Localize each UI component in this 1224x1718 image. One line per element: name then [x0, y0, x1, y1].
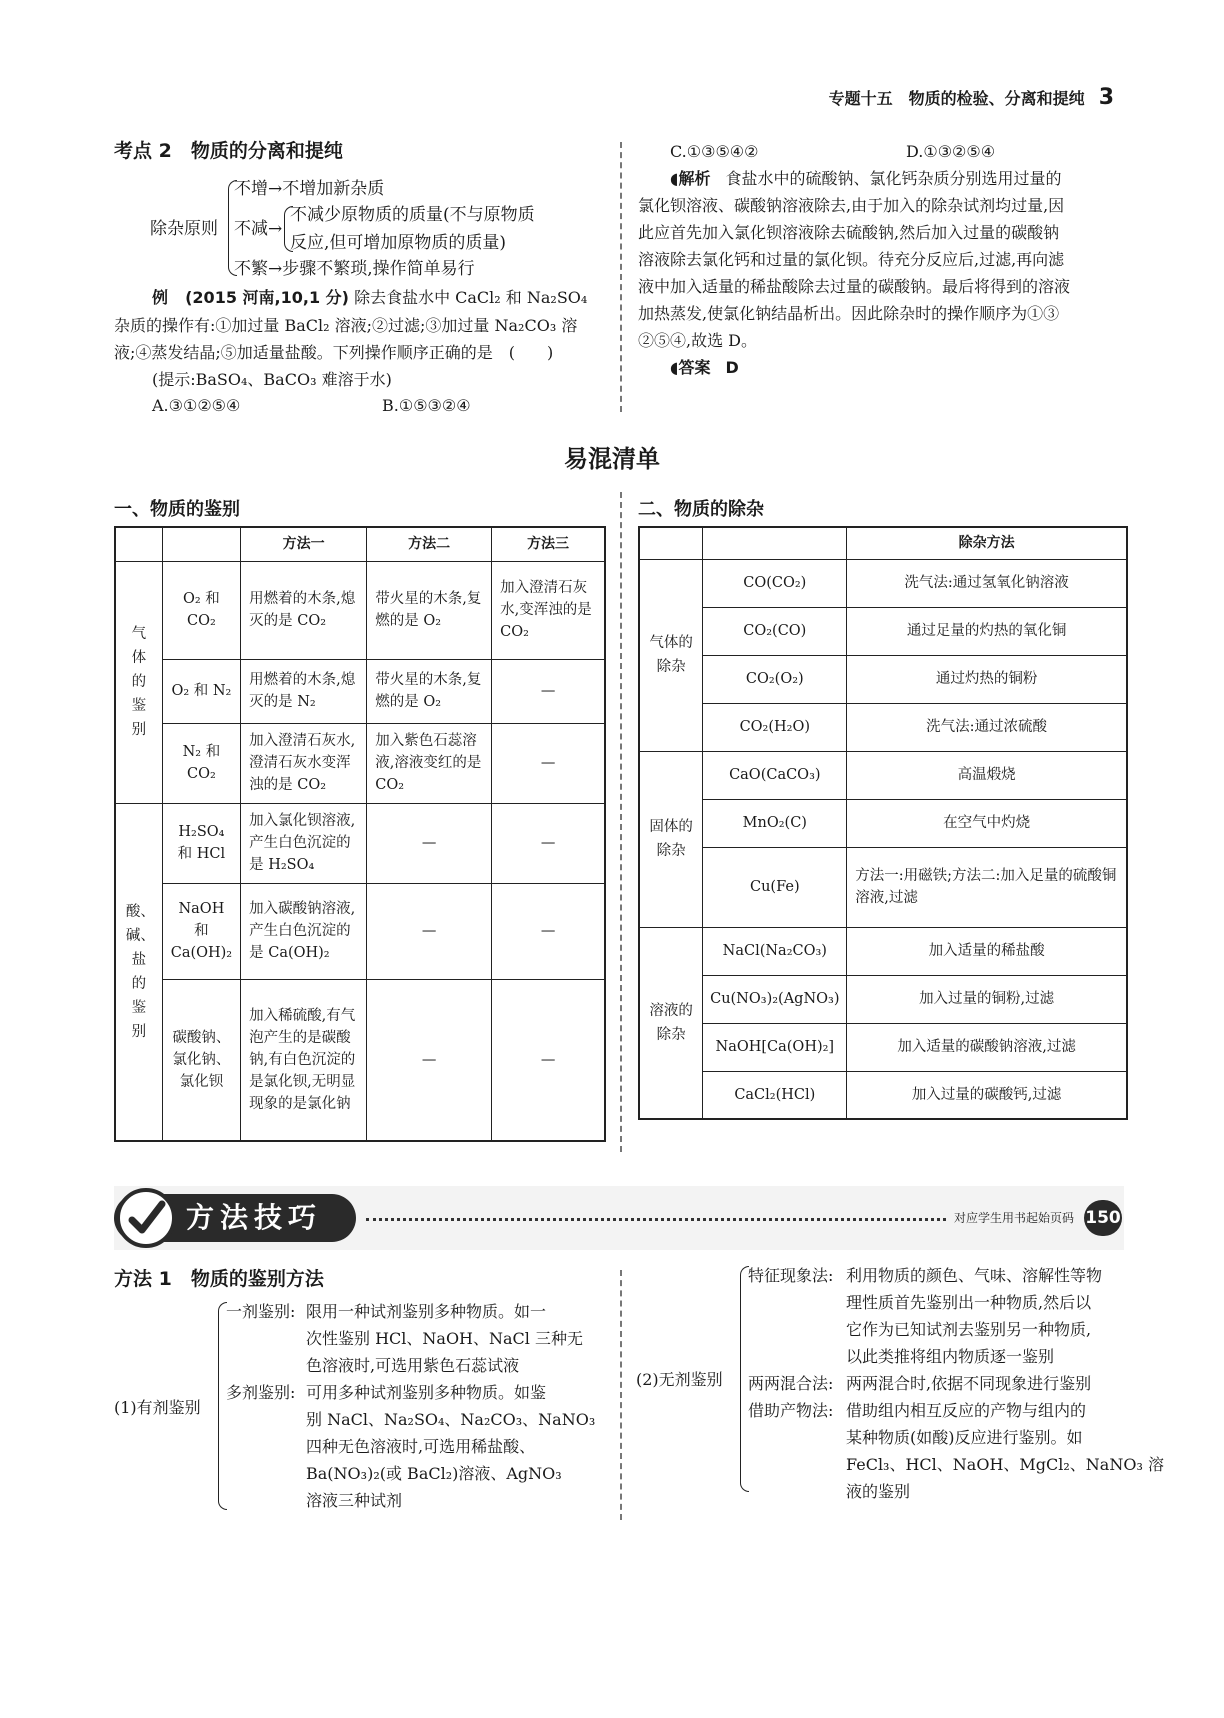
identify-m1: 加入稀硫酸,有气泡产生的是碳酸钠,有白色沉淀的是氯化钡,无明显现象的是氯化钠 — [241, 979, 367, 1141]
feature-line-4: 以此类推将组内物质逐一鉴别 — [846, 1347, 1055, 1366]
identify-m3: — — [492, 883, 605, 979]
identify-m3: 加入澄清石灰水,变浑浊的是 CO₂ — [492, 561, 605, 659]
table-row — [639, 703, 1127, 751]
remove-col-blank — [703, 527, 847, 559]
analysis-text-7: ②⑤④,故选 D。 — [638, 331, 758, 350]
identify-corner — [115, 527, 162, 561]
identify-col-3: 方法三 — [492, 527, 605, 561]
remove-item: CO₂(O₂) — [703, 655, 847, 703]
remove-table — [638, 526, 1128, 1120]
table-row — [115, 561, 605, 659]
product-line-1: 借助组内相互反应的产物与组内的 — [846, 1401, 1087, 1420]
table-row — [115, 803, 605, 883]
table-row — [639, 607, 1127, 655]
feature-line-3: 它作为已知试剂去鉴别另一种物质, — [846, 1320, 1092, 1339]
option-d: D.①③②⑤④ — [906, 142, 996, 161]
table-row — [639, 751, 1127, 799]
example-source: (2015 河南,10,1 分) — [185, 288, 349, 307]
identify-item: N₂ 和 CO₂ — [162, 723, 240, 803]
identify-col-1: 方法一 — [241, 527, 367, 561]
example-mark: 例 — [152, 288, 169, 307]
identify-m3: — — [492, 723, 605, 803]
feature-line-1: 利用物质的颜色、气味、溶解性等物 — [846, 1266, 1103, 1285]
identify-col-blank — [162, 527, 240, 561]
no-reagent-label: (2)无剂鉴别 — [636, 1370, 723, 1389]
remove-item: NaCl(Na₂CO₃) — [703, 927, 847, 975]
one-line-3: 色溶液时,可选用紫色石蕊试液 — [306, 1356, 520, 1375]
multi-line-2: 别 NaCl、Na₂SO₄、Na₂CO₃、NaNO₃ — [306, 1410, 596, 1429]
identify-item: NaOH 和 Ca(OH)₂ — [162, 883, 240, 979]
identify-m1: 加入氯化钡溶液,产生白色沉淀的是 H₂SO₄ — [241, 803, 367, 883]
column-divider-bottom — [620, 1270, 622, 1520]
identify-m2: 加入紫色石蕊溶液,溶液变红的是 CO₂ — [367, 723, 492, 803]
identify-heading: 一、物质的鉴别 — [114, 499, 240, 520]
analysis-text-1: 食盐水中的硫酸钠、氯化钙杂质分别选用过量的 — [725, 169, 1062, 188]
analysis-line-1 — [670, 165, 1062, 192]
table-row — [639, 975, 1127, 1023]
identify-m2: 带火星的木条,复燃的是 O₂ — [367, 561, 492, 659]
table-row — [115, 723, 605, 803]
identify-m2: — — [367, 803, 492, 883]
remove-item: CaO(CaCO₃) — [703, 751, 847, 799]
principle-2-lead: 不减→ — [234, 219, 283, 239]
analysis-text-4: 溶液除去氯化钙和过量的氯化钡。待充分反应后,过滤,再向滤 — [638, 250, 1065, 269]
table-row — [115, 659, 605, 723]
example-hint: (提示:BaSO₄、BaCO₃ 难溶于水) — [152, 370, 392, 389]
section-title: 易混清单 — [564, 445, 660, 473]
remove-method: 加入过量的碳酸钙,过滤 — [847, 1071, 1127, 1119]
analysis-text-2: 氯化钡溶液、碳酸钠溶液除去,由于加入的除杂试剂均过量,因 — [638, 196, 1065, 215]
feature-line-2: 理性质首先鉴别出一种物质,然后以 — [846, 1293, 1092, 1312]
remove-method: 高温煅烧 — [847, 751, 1127, 799]
remove-item: Cu(Fe) — [703, 847, 847, 927]
identify-group-gas: 气体的鉴别 — [115, 561, 162, 803]
principle-label: 除杂原则 — [150, 219, 218, 239]
table-row — [115, 883, 605, 979]
analysis-text-3: 此应首先加入氯化钡溶液除去硫酸钠,然后加入过量的碳酸钠 — [638, 223, 1060, 242]
principle-2a: 不减少原物质的质量(不与原物质 — [290, 205, 535, 225]
option-a: A.③①②⑤④ — [152, 396, 241, 415]
identify-item: H₂SO₄ 和 HCl — [162, 803, 240, 883]
multi-line-1: 可用多种试剂鉴别多种物质。如鉴 — [306, 1383, 547, 1402]
identify-m2: 带火星的木条,复燃的是 O₂ — [367, 659, 492, 723]
table-row — [639, 927, 1127, 975]
multi-label: 多剂鉴别: — [226, 1383, 296, 1402]
remove-method: 加入适量的碳酸钠溶液,过滤 — [847, 1023, 1127, 1071]
table-row — [115, 979, 605, 1141]
example-text-2: 杂质的操作有:①加过量 BaCl₂ 溶液;②过滤;③加过量 Na₂CO₃ 溶 — [114, 316, 578, 335]
one-label: 一剂鉴别: — [226, 1302, 296, 1321]
one-line-1: 限用一种试剂鉴别多种物质。如一 — [306, 1302, 547, 1321]
banner-page: 150 — [1084, 1200, 1122, 1236]
identify-group-acid: 酸、碱、盐的鉴别 — [115, 803, 162, 1141]
header-title: 专题十五 物质的检验、分离和提纯 — [828, 89, 1085, 108]
option-b: B.①⑤③②④ — [382, 396, 471, 415]
remove-method: 洗气法:通过氢氧化钠溶液 — [847, 559, 1127, 607]
principle-1: 不增→不增加新杂质 — [234, 179, 385, 199]
remove-corner — [639, 527, 703, 559]
table-row — [639, 655, 1127, 703]
analysis-text-5: 液中加入适量的稀盐酸除去过量的碳酸钠。最后将得到的溶液 — [638, 277, 1071, 296]
remove-heading: 二、物质的除杂 — [638, 499, 764, 520]
with-reagent-label: (1)有剂鉴别 — [114, 1398, 201, 1417]
product-label: 借助产物法: — [748, 1401, 834, 1420]
remove-col: 除杂方法 — [847, 527, 1127, 559]
analysis-label: ◖解析 — [670, 169, 711, 188]
answer-label: ◖答案 — [670, 358, 711, 377]
identify-col-2: 方法二 — [367, 527, 492, 561]
with-reagent-brace — [218, 1302, 227, 1510]
analysis-text-6: 加热蒸发,使氯化钠结晶析出。因此除杂时的操作顺序为①③ — [638, 304, 1060, 323]
table-row — [639, 799, 1127, 847]
identify-m1: 用燃着的木条,熄灭的是 CO₂ — [241, 561, 367, 659]
example-text-1: 除去食盐水中 CaCl₂ 和 Na₂SO₄ — [354, 288, 588, 307]
remove-item: MnO₂(C) — [703, 799, 847, 847]
product-line-3: FeCl₃、HCl、NaOH、MgCl₂、NaNO₃ 溶 — [846, 1455, 1164, 1474]
remove-method: 加入过量的铜粉,过滤 — [847, 975, 1127, 1023]
kaodian-2-title: 考点 2 物质的分离和提纯 — [114, 140, 343, 162]
method1-title: 方法 1 物质的鉴别方法 — [114, 1268, 324, 1290]
identify-item: O₂ 和 CO₂ — [162, 561, 240, 659]
remove-item: NaOH[Ca(OH)₂] — [703, 1023, 847, 1071]
identify-m1: 加入碳酸钠溶液,产生白色沉淀的是 Ca(OH)₂ — [241, 883, 367, 979]
multi-line-5: 溶液三种试剂 — [306, 1491, 403, 1510]
answer-line — [670, 354, 739, 381]
identify-m1: 用燃着的木条,熄灭的是 N₂ — [241, 659, 367, 723]
running-header — [829, 84, 1114, 112]
multi-line-3: 四种无色溶液时,可选用稀盐酸、 — [306, 1437, 536, 1456]
product-line-4: 液的鉴别 — [846, 1482, 911, 1501]
remove-item: CaCl₂(HCl) — [703, 1071, 847, 1119]
one-line-2: 次性鉴别 HCl、NaOH、NaCl 三种无 — [306, 1329, 583, 1348]
principle-3: 不繁→步骤不繁琐,操作简单易行 — [234, 259, 475, 279]
remove-group-gas: 气体的除杂 — [639, 559, 703, 751]
remove-group-solid: 固体的除杂 — [639, 751, 703, 927]
banner-ref: 对应学生用书起始页码 — [954, 1211, 1075, 1225]
remove-group-solution: 溶液的除杂 — [639, 927, 703, 1119]
identify-m2: — — [367, 883, 492, 979]
identify-m1: 加入澄清石灰水,澄清石灰水变浑浊的是 CO₂ — [241, 723, 367, 803]
remove-item: CO(CO₂) — [703, 559, 847, 607]
table-row — [639, 1023, 1127, 1071]
answer-value: D — [725, 358, 739, 377]
page-number: 3 — [1098, 85, 1114, 110]
table-row — [639, 1071, 1127, 1119]
identify-m3: — — [492, 659, 605, 723]
remove-item: CO₂(H₂O) — [703, 703, 847, 751]
mix-label: 两两混合法: — [748, 1374, 834, 1393]
identify-item: O₂ 和 N₂ — [162, 659, 240, 723]
remove-item: CO₂(CO) — [703, 607, 847, 655]
identify-m3: — — [492, 979, 605, 1141]
remove-method: 通过灼热的铜粉 — [847, 655, 1127, 703]
remove-method: 加入适量的稀盐酸 — [847, 927, 1127, 975]
column-divider-tables — [620, 492, 622, 1152]
remove-method: 方法一:用磁铁;方法二:加入足量的硫酸铜溶液,过滤 — [847, 847, 1127, 927]
remove-method: 在空气中灼烧 — [847, 799, 1127, 847]
example-line-1 — [152, 284, 587, 311]
remove-method: 洗气法:通过浓硫酸 — [847, 703, 1127, 751]
banner-title: 方法技巧 — [186, 1201, 323, 1234]
remove-method: 通过足量的灼热的氧化铜 — [847, 607, 1127, 655]
method-banner — [114, 1186, 1124, 1250]
product-line-2: 某种物质(如酸)反应进行鉴别。如 — [846, 1428, 1083, 1447]
remove-item: Cu(NO₃)₂(AgNO₃) — [703, 975, 847, 1023]
identify-m3: — — [492, 803, 605, 883]
table-row — [639, 559, 1127, 607]
multi-line-4: Ba(NO₃)₂(或 BaCl₂)溶液、AgNO₃ — [306, 1464, 562, 1483]
option-c: C.①③⑤④② — [670, 142, 759, 161]
feature-label: 特征现象法: — [748, 1266, 834, 1285]
principle-2b: 反应,但可增加原物质的质量) — [290, 233, 507, 253]
mix-line: 两两混合时,依据不同现象进行鉴别 — [846, 1374, 1092, 1393]
example-text-3: 液;④蒸发结晶;⑤加适量盐酸。下列操作顺序正确的是 ( ) — [114, 343, 554, 362]
identify-table — [114, 526, 606, 1142]
banner-dotted-line — [366, 1218, 946, 1221]
identify-m2: — — [367, 979, 492, 1141]
checkmark-icon — [116, 1188, 176, 1248]
table-row — [639, 847, 1127, 927]
identify-item: 碳酸钠、氯化钠、氯化钡 — [162, 979, 240, 1141]
column-divider-top — [620, 142, 622, 412]
